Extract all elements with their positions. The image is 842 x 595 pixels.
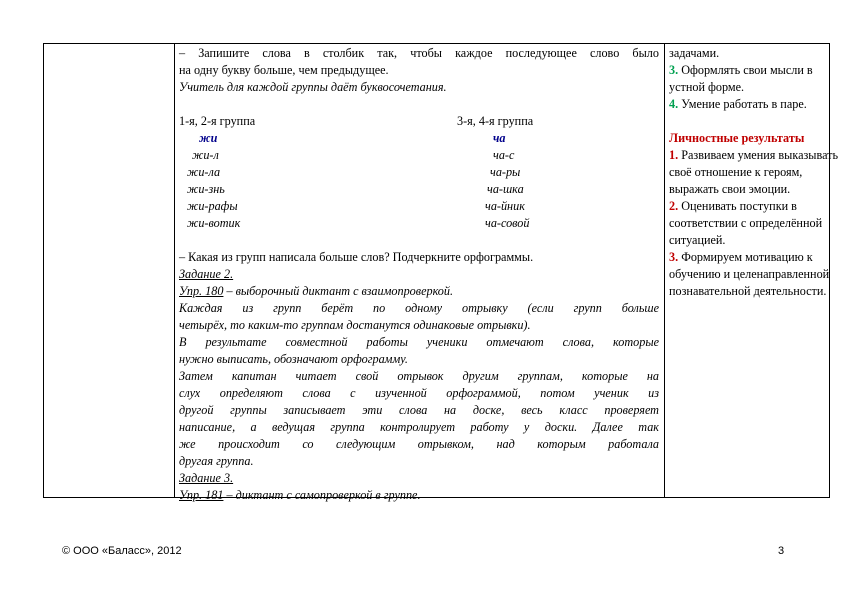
word-item: жи-л bbox=[192, 148, 219, 162]
result-line: своё отношение к героям, bbox=[669, 165, 803, 179]
paragraph-line: слух определяют слова с изученной орфограммой, потом ученик из bbox=[179, 386, 659, 400]
exercise-desc: – диктант с самопроверкой в группе. bbox=[223, 488, 421, 502]
paragraph-line: четырёх, то каким-то группам достанутся одинаковые отрывки). bbox=[179, 318, 531, 332]
group-right-header: 3-я, 4-я группа bbox=[457, 114, 534, 128]
exercise-ref: Упр. 180 bbox=[179, 284, 224, 298]
result-line bbox=[669, 147, 838, 164]
word-item: ча-с bbox=[493, 148, 515, 162]
result-text: Развиваем умения выказывать bbox=[678, 148, 839, 162]
task-heading: Задание 3. bbox=[179, 471, 234, 485]
result-text: Умение работать в паре. bbox=[678, 97, 807, 111]
paragraph-line: же происходит со следующим отрывком, над которым работала bbox=[179, 437, 659, 451]
teacher-note: Учитель для каждой группы даёт буквосочетания. bbox=[179, 80, 447, 94]
result-number: 2. bbox=[669, 199, 679, 213]
word-item: жи-вотик bbox=[187, 216, 241, 230]
paragraph-line: написание, а ведущая группа контролирует работу у доски. Далее так bbox=[179, 420, 659, 434]
result-line: задачами. bbox=[669, 46, 720, 60]
question-line: – Какая из групп написала больше слов? Подчеркните орфограммы. bbox=[179, 250, 534, 264]
word-item: жи-рафы bbox=[187, 199, 238, 213]
result-line: познавательной деятельности. bbox=[669, 284, 827, 298]
result-line: ситуацией. bbox=[669, 233, 726, 247]
stage-column bbox=[44, 44, 175, 497]
result-line bbox=[669, 96, 807, 113]
word-item: жи-знь bbox=[187, 182, 225, 196]
paragraph-line: Каждая из групп берёт по одному отрывку (если групп больше bbox=[179, 301, 659, 315]
word-item: ча-совой bbox=[485, 216, 530, 230]
exercise-line bbox=[179, 283, 453, 300]
word-item: ча bbox=[493, 131, 506, 145]
word-item: ча-ры bbox=[490, 165, 521, 179]
result-line: устной форме. bbox=[669, 80, 745, 94]
paragraph-line: нужно выписать, обозначают орфограмму. bbox=[179, 352, 408, 366]
page-number: 3 bbox=[778, 545, 785, 557]
result-text: Формируем мотивацию к bbox=[678, 250, 813, 264]
paragraph-line: Затем капитан читает свой отрывок другим группам, которые на bbox=[179, 369, 659, 383]
result-number: 3. bbox=[669, 250, 679, 264]
copyright: © ООО «Баласс», 2012 bbox=[62, 545, 182, 557]
result-number: 4. bbox=[669, 97, 679, 111]
word-item: ча-йник bbox=[485, 199, 525, 213]
result-line: обучению и целенаправленной bbox=[669, 267, 830, 281]
exercise-line bbox=[179, 487, 421, 504]
result-line: выражать свои эмоции. bbox=[669, 182, 791, 196]
activity-column bbox=[174, 44, 665, 502]
task-heading: Задание 2. bbox=[179, 267, 234, 281]
word-item: жи bbox=[199, 131, 218, 145]
result-number: 3. bbox=[669, 63, 679, 77]
result-line bbox=[669, 249, 813, 266]
result-line: соответствии с определённой bbox=[669, 216, 823, 230]
lesson-table bbox=[43, 43, 839, 502]
word-item: ча-шка bbox=[487, 182, 524, 196]
paragraph-line: В результате совместной работы ученики отмечают слова, которые bbox=[179, 335, 659, 349]
results-column bbox=[664, 44, 839, 497]
exercise-desc: – выборочный диктант с взаимопроверкой. bbox=[223, 284, 454, 298]
paragraph-line: другая группа. bbox=[179, 454, 254, 468]
instruction-line: – Запишите слова в столбик так, чтобы каждое последующее слово было bbox=[179, 46, 659, 60]
word-item: жи-ла bbox=[187, 165, 221, 179]
result-number: 1. bbox=[669, 148, 679, 162]
exercise-ref: Упр. 181 bbox=[179, 488, 224, 502]
instruction-line: на одну букву больше, чем предыдущее. bbox=[179, 63, 389, 77]
group-left-header: 1-я, 2-я группа bbox=[179, 114, 256, 128]
result-line bbox=[669, 62, 813, 79]
result-line bbox=[669, 198, 797, 215]
personal-results-heading: Личностные результаты bbox=[669, 131, 805, 145]
result-text: Оценивать поступки в bbox=[678, 199, 797, 213]
result-text: Оформлять свои мысли в bbox=[678, 63, 813, 77]
paragraph-line: другой группы записывает эти слова на доске, весь класс проверяет bbox=[179, 403, 659, 417]
